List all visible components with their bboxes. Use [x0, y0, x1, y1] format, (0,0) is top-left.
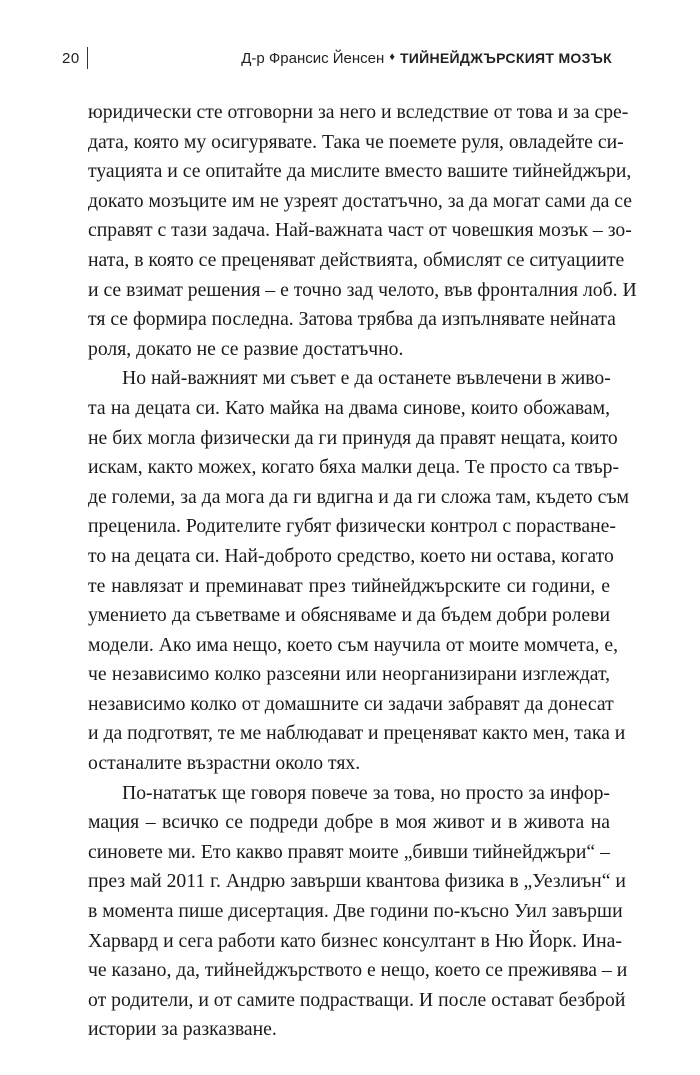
- text-line: от родители, и от самите подрастващи. И после остават безброй: [88, 988, 626, 1011]
- page-number-area: [62, 47, 88, 69]
- text-line: през май 2011 г. Андрю завърши квантова физика в „Уезлиън“ и: [88, 870, 626, 893]
- text-line: мация – всичко се подреди добре в моя живот и в живота на: [88, 811, 610, 834]
- text-line: туацията и се опитайте да мислите вместо вашите тийнейджъри,: [88, 160, 632, 183]
- text-line: дата, която му осигурявате. Така че поемете руля, овладейте си-: [88, 130, 624, 153]
- text-line: че казано, да, тийнейджърството е нещо, което се преживява – и: [88, 959, 628, 982]
- text-line: останалите възрастни около тях.: [88, 752, 361, 775]
- text-line: то на децата си. Най-доброто средство, което ни остава, когато: [88, 544, 614, 567]
- text-line: юридически сте отговорни за него и вследствие от това и за сре-: [88, 101, 629, 123]
- text-line: модели. Ако има нещо, което съм научила от моите момчета, е,: [88, 633, 619, 656]
- text-line: Харвард и сега работи като бизнес консултант в Ню Йорк. Ина-: [88, 929, 622, 952]
- author-name: Д-р Франсис Йенсен: [241, 49, 385, 67]
- paragraph-3: [88, 779, 628, 1045]
- text-line: роля, докато не се развие достатъчно.: [88, 337, 404, 360]
- text-line: тя се формира последна. Затова трябва да изпълнявате нейната: [88, 308, 616, 331]
- text-line: и да подготвят, те ме наблюдават и преценяват както мен, така и: [88, 722, 626, 745]
- text-line: истории за разказване.: [88, 1018, 277, 1041]
- paragraph-1: [88, 98, 637, 364]
- text-line: не бих могла физически да ги принудя да правят нещата, които: [88, 426, 618, 449]
- text-line: искам, както можех, когато бяха малки деца. Те просто са твър-: [88, 456, 620, 479]
- text-line: независимо колко от домашните си задачи забравят да донесат: [88, 692, 614, 715]
- book-title: ТИЙНЕЙДЖЪРСКИЯТ МОЗЪК: [399, 50, 612, 66]
- page-number: 20: [62, 49, 80, 67]
- body-text: [88, 98, 637, 1045]
- text-line: в момента пише дисертация. Две години по-късно Уил завърши: [88, 900, 623, 923]
- text-line: че независимо колко разсеяни или неорганизирани изглеждат,: [88, 663, 610, 686]
- text-line: По-нататък ще говоря повече за това, но просто за инфор-: [122, 781, 610, 804]
- running-head: [241, 50, 612, 67]
- diamond-separator-icon: ♦: [389, 51, 395, 63]
- text-line: докато мозъците им не узреят достатъчно, за да могат сами да се: [88, 189, 632, 212]
- paragraph-2: [88, 364, 629, 778]
- page-number-divider: [87, 47, 88, 69]
- text-line: те навлязат и преминават през тийнейджърските си години, е: [88, 574, 610, 597]
- text-line: и се взимат решения – е точно зад челото, във фронталния лоб. И: [88, 278, 637, 301]
- text-line: ната, в която се преценяват действията, обмислят се ситуациите: [88, 248, 625, 271]
- text-line: та на децата си. Като майка на двама синове, които обожавам,: [88, 396, 610, 419]
- text-line: де големи, за да мога да ги вдигна и да ги сложа там, където съм: [88, 485, 629, 508]
- text-line: Но най-важният ми съвет е да останете въвлечени в живо-: [122, 367, 611, 390]
- text-line: синовете ми. Ето какво правят моите „бивши тийнейджъри“ –: [88, 840, 610, 863]
- text-line: справят с тази задача. Най-важната част от човешкия мозък – зо-: [88, 219, 632, 242]
- text-line: умението да съветваме и обясняваме и да бъдем добри ролеви: [88, 604, 610, 627]
- running-header: [62, 44, 612, 72]
- text-line: преценила. Родителите губят физически контрол с порастване-: [88, 515, 616, 538]
